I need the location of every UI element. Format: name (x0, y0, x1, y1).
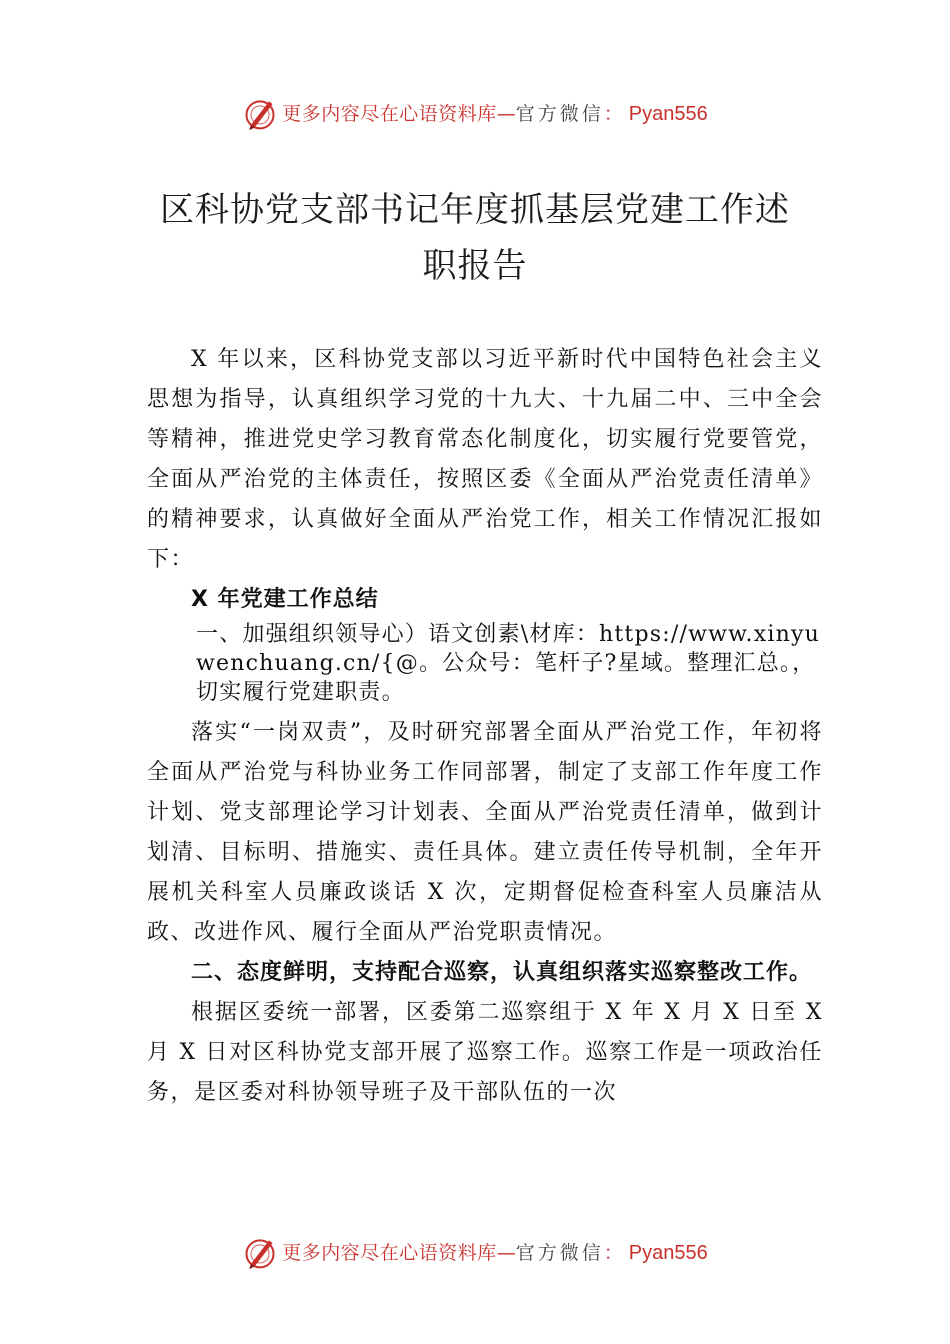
document-title (100, 182, 850, 294)
banner-account: Pyan556 (628, 1242, 708, 1264)
banner-brand-text: 更多内容尽在心语资料库 (282, 1242, 497, 1264)
pen-seal-logo-icon (242, 96, 278, 132)
pen-seal-logo-icon (242, 1235, 278, 1271)
paragraph-2: 根据区委统一部署，区委第二巡察组于 X 年 X 月 X 日至 X 月 X 日对区科协党支部开展了巡察工作。巡察工作是一项政治任务，是区委对科协领导班子及干部队伍的一次 (147, 1000, 823, 1105)
item-2-heading: 二、态度鲜明，支持配合巡察，认真组织落实巡察整改工作。 (191, 960, 813, 985)
banner-dash: — (496, 103, 516, 125)
banner-brand-text: 更多内容尽在心语资料库 (282, 103, 497, 125)
paragraph-1: 落实“一岗双责”，及时研究部署全面从严治党工作，年初将全面从严治党与科协业务工作同部署，制定了支部工作年度工作计划、党支部理论学习计划表、全面从严治党责任清单，做到计划清、目标明、措施实、责任具体。建立责任传导机制，全年开展机关科室人员廉政谈话 X 次，定期督促检查科室人员廉洁从政、改进作风、履行全面从严治党职责情况。 (147, 720, 823, 945)
title-line-1: 区科协党支部书记年度抓基层党建工作述 (160, 190, 790, 230)
banner-colon: ： (603, 1242, 623, 1264)
header-banner (0, 94, 950, 134)
banner-account: Pyan556 (628, 103, 708, 125)
banner-colon: ： (603, 103, 623, 125)
section-heading: X 年党建工作总结 (191, 587, 379, 612)
banner-dash: — (496, 1242, 516, 1264)
banner-wechat-label: 官方微信 (515, 1242, 604, 1264)
footer-banner (0, 1233, 950, 1273)
title-line-2: 职报告 (422, 246, 528, 286)
item-1-paragraph: 一、加强组织领导心）语文创素\材库：https://www.xinyuwenchuang.cn/{@。公众号：笔杆子?星域。整理汇总。，切实履行党建职责。 (196, 622, 820, 705)
document-body (147, 340, 823, 1113)
banner-wechat-label: 官方微信 (515, 103, 604, 125)
intro-paragraph: X 年以来，区科协党支部以习近平新时代中国特色社会主义思想为指导，认真组织学习党的十九大、十九届二中、三中全会等精神，推进党史学习教育常态化制度化，切实履行党要管党，全面从严治党的主体责任，按照区委《全面从严治党责任清单》的精神要求，认真做好全面从严治党工作，相关工作情况汇报如下： (147, 347, 823, 572)
